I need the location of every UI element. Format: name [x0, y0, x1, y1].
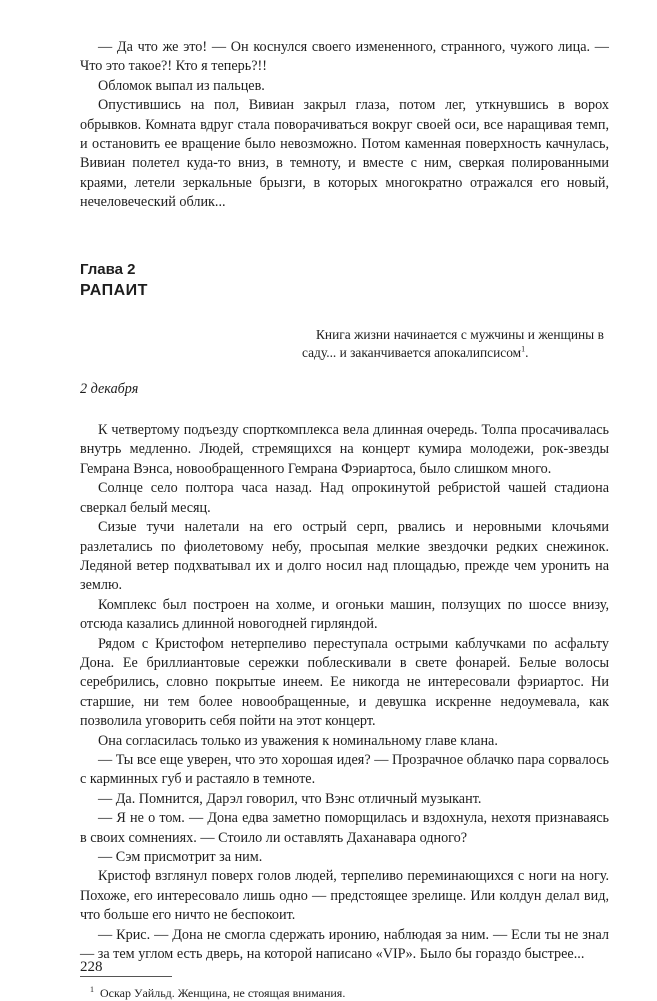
paragraph: Она согласилась только из уважения к номинальному главе клана. — [98, 732, 498, 749]
section-gap — [80, 213, 609, 259]
paragraph: Кристоф взглянул поверх голов людей, терпеливо переминающихся с ноги на ногу. Похоже, его интересовало лишь одно — предстоящее зрелище. Или колдун делал вид, что больше его ничто не беспокоит. — [80, 868, 609, 924]
paragraph: — Ты все еще уверен, что это хорошая идея? — Прозрачное облачко пара сорвалось с карминных губ и растаяло в темноте. — [80, 751, 609, 788]
paragraph: Сизые тучи налетали на его острый серп, рвались и неровными клочьями разлетались по фиолетовому небу, просыпая мелкие звездочки редких снежинок. Ледяной ветер подхватывал их и долго носил над площадью, прежде чем уронить на землю. — [80, 519, 609, 594]
footnote-divider — [80, 976, 172, 977]
paragraph: Солнце село полтора часа назад. Над опрокинутой ребристой чашей стадиона сверкал белый месяц. — [80, 480, 609, 516]
epigraph: Книга жизни начинается с мужчины и женщины в саду... и заканчивается апокалипсисом$^1$. — [302, 326, 604, 360]
paragraph: Опустившись на пол, Вивиан закрыл глаза, потом лег, уткнувшись в ворох обрывков. Комната вдруг стала поворачиваться вокруг своей оси, все наращивая темп, и остановить ее вращение было невозможно. Потом каменная поверхность качнулась, Вивиан полетел куда-то вниз, в темноту, и вместе с ним, сверкая полированными краями, летели зеркальные брызги, в которых многократно отражался его новый, нечеловеческий облик... — [80, 97, 609, 211]
top-section — [80, 38, 609, 213]
paragraph: — Да что же это! — Он коснулся своего измененного, странного, чужого лица. — Что это такое?! Кто я теперь?!! — [80, 39, 609, 75]
footnote-mark: 1 — [90, 985, 94, 995]
page-number: 228 — [80, 959, 103, 975]
paragraph: Обломок выпал из пальцев. — [98, 77, 265, 94]
paragraph: Комплекс был построен на холме, и огоньки машин, ползущих по шоссе внизу, отсюда казались длинной новогодней гирляндой. — [80, 596, 609, 633]
body-text — [80, 421, 609, 964]
chapter-title: РАПАИТ — [80, 281, 148, 299]
paragraph: — Да. Помнится, Дарэл говорил, что Вэнс отличный музыкант. — [98, 790, 482, 807]
paragraph: — Крис. — Дона не смогла сдержать иронию, наблюдая за ним. — Если ты не знал — за тем углом есть дверь, на которой написано «VIP». Было бы гораздо быстрее... — [80, 926, 609, 963]
chapter-heading — [80, 259, 609, 302]
footnote-text: Оскар Уайльд. Женщина, не стоящая внимания. — [100, 986, 346, 1001]
footnote-reference[interactable]: 1 — [521, 344, 526, 354]
date-line: 2 декабря — [80, 380, 139, 397]
paragraph: — Я не о том. — Дона едва заметно поморщилась и вздохнула, нехотя признаваясь в своих сомнениях. — Стоило ли оставлять Даханавара одного? — [80, 810, 609, 846]
paragraph: Рядом с Кристофом нетерпеливо переступала острыми каблучками по асфальту Дона. Ее бриллиантовые сережки поблескивали в свете фонарей. Белые волосы серебрились, словно покрытые инеем. Ее никогда не интересовали фэриартос. Ни старшие, ни тем более новообращенные, и девушка искренне недоумевала, как позволила уговорить себя пойти на этот концерт. — [80, 635, 609, 730]
paragraph: К четвертому подъезду спорткомплекса вела длинная очередь. Толпа просачивалась внутрь медленно. Людей, стремящихся на концерт кумира молодежи, рок-звезды Гемрана Вэнса, новообращенного Гемрана Фэриартоса, было слишком много. — [80, 422, 609, 477]
chapter-number: Глава 2 — [80, 260, 136, 278]
paragraph: — Сэм присмотрит за ним. — [98, 849, 263, 865]
footnote — [80, 985, 609, 1001]
epigraph-text: Книга жизни начинается с мужчины и женщины в саду... и заканчивается апокалипсисом — [302, 326, 604, 360]
